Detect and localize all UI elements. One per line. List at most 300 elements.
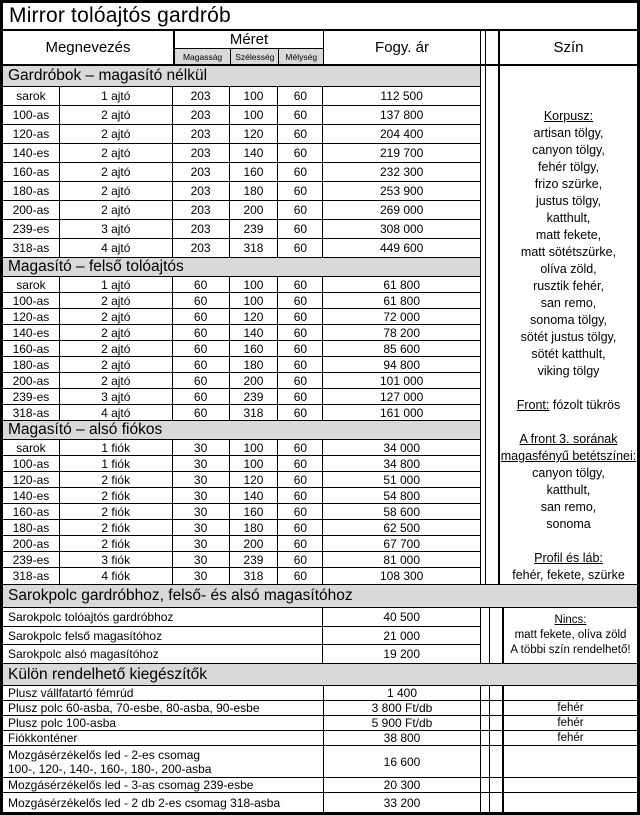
cell-price: 253 900 [379,184,424,198]
cell-name: 318-as [3,568,60,584]
cell-height: 203 [173,220,230,238]
cell-doors: 3 ajtó [60,220,173,238]
accessories-table [3,686,637,812]
note-label: Nincs: [554,614,587,626]
cell-doors: 2 fiók [60,536,173,551]
cell-doors: 2 ajtó [60,182,173,200]
cell-price: 204 400 [379,127,424,141]
table-row [3,440,480,456]
cell-price: 34 000 [383,440,421,455]
cell-price: 21 000 [383,628,421,643]
cell-width: 140 [230,144,279,162]
table-row [3,504,480,520]
cell-depth: 60 [278,389,323,404]
table-spacer [481,778,485,792]
cell-doors: 4 ajtó [60,405,173,420]
gap-column-cell [485,31,499,64]
table-row [3,701,637,716]
cell-price: 16 600 [324,746,481,777]
color-option: fehér tölgy, [538,160,599,174]
cell-color [503,686,637,700]
header-meret-group [173,31,324,64]
profil-value: fehér, fekete, szürke [512,568,625,582]
table-row [3,163,480,182]
gap-column-cell [485,66,499,584]
cell-price: 20 300 [324,778,481,792]
table-row [3,645,480,663]
table-row [3,686,637,701]
cell-doors: 1 fiók [60,456,173,471]
cell-doors: 1 ajtó [60,87,173,105]
page-title: Mirror tolóajtós gardrób [3,3,637,31]
cell-label: Sarokpolc felső magasítóhoz [3,627,323,645]
cell-width: 318 [230,568,279,584]
cell-label [3,793,324,812]
section-rows-felso-magasito [3,277,480,421]
inlay-color-list [500,465,637,533]
cell-doors: 2 ajtó [60,293,173,308]
header-fogy-ar: Fogy. ár [324,31,481,64]
cell-name: sarok [3,440,60,455]
cell-price: 34 800 [383,456,421,471]
cell-doors: 2 fiók [60,488,173,503]
cell-doors: 3 fiók [60,552,173,567]
cell-name: 318-as [3,405,60,420]
section-rows-also-magasito [3,440,480,584]
cell-depth: 60 [278,325,323,340]
table-row [3,552,480,568]
cell-color: fehér [503,701,637,715]
color-option: san remo, [540,296,597,310]
table-row [3,277,480,293]
cell-label-line1: Plusz polc 60-asba, 70-esbe, 80-asba, 90-esbe [8,701,260,715]
cell-price: 127 000 [379,389,424,404]
table-row [3,144,480,163]
cell-depth: 60 [278,456,323,471]
section-header-sarokpolc: Sarokpolc gardróbhoz, felső- és alsó magasítóhoz [3,584,637,608]
table-row [3,608,480,627]
section-header-felso-magasito: Magasító – felső tolóajtós [3,258,480,277]
cell-doors: 2 ajtó [60,373,173,388]
cell-depth: 60 [278,125,323,143]
cell-price: 61 800 [383,293,421,308]
cell-name: 239-es [3,552,60,567]
cell-name: 100-as [3,293,60,308]
cell-doors: 4 fiók [60,568,173,584]
cell-name: 160-as [3,163,60,181]
cell-depth: 60 [278,536,323,551]
sarokpolc-body [3,608,637,663]
cell-doors: 2 ajtó [60,357,173,372]
color-option: matt fekete, [535,228,602,242]
header-melyseg: Mélység [285,51,318,62]
table-row [3,389,480,405]
cell-label-line1: Mozgásérzékelős led - 3-as csomag 239-esbe [8,778,254,792]
cell-doors: 1 ajtó [60,277,173,292]
cell-depth: 60 [278,277,323,292]
header-meret-subrow [175,49,323,64]
cell-width: 100 [230,277,279,292]
cell-color: fehér [503,731,637,745]
table-row [3,239,480,258]
table-spacer [481,686,485,700]
cell-width: 160 [230,163,279,181]
cell-width: 140 [230,325,279,340]
front-label: Front: [516,398,550,412]
cell-doors: 2 ajtó [60,106,173,124]
cell-name: 239-es [3,389,60,404]
table-row [3,87,480,106]
cell-width: 120 [230,309,279,324]
color-option: viking tölgy [537,364,600,378]
cell-depth: 60 [278,373,323,388]
cell-doors: 2 ajtó [60,309,173,324]
section-header-gardrobok: Gardróbok – magasító nélkül [3,66,480,87]
cell-name: 180-as [3,357,60,372]
cell-price: 33 200 [324,793,481,812]
cell-price: 94 800 [383,357,421,372]
color-option: justus tölgy, [535,194,602,208]
cell-name: 120-as [3,309,60,324]
cell-price: 85 600 [383,341,421,356]
color-option: matt sötétszürke, [520,245,617,259]
cell-label: Sarokpolc alsó magasítóhoz [3,645,323,663]
cell-height: 60 [173,293,230,308]
color-option: katthult, [546,211,591,225]
profil-label: Profil és láb: [534,551,603,565]
cell-height: 60 [173,309,230,324]
table-row [3,125,480,144]
cell-name: 318-as [3,239,60,257]
color-option: sonoma [546,517,591,531]
cell-depth: 60 [278,87,323,105]
cell-price: 308 000 [379,222,424,236]
cell-width: 180 [230,182,279,200]
cell-depth: 60 [278,201,323,219]
cell-name: 140-es [3,488,60,503]
cell-height: 203 [173,144,230,162]
cell-height: 203 [173,201,230,219]
header-szin: Szín [499,31,637,64]
cell-width: 239 [230,389,279,404]
cell-height: 203 [173,106,230,124]
cell-label-line1: Mozgásérzékelős led - 2 db 2-es csomag 318-asba [8,795,281,810]
cell-doors: 2 fiók [60,504,173,519]
table-row [3,472,480,488]
cell-width: 100 [230,456,279,471]
korpusz-label: Korpusz: [543,109,594,123]
cell-price: 78 200 [383,325,421,340]
color-option: sötét katthult, [531,347,606,361]
cell-price: 54 800 [383,488,421,503]
cell-height: 30 [173,520,230,535]
cell-depth: 60 [278,293,323,308]
table-spacer [481,746,485,777]
table-spacer [481,701,485,715]
table-row [3,488,480,504]
cell-depth: 60 [278,341,323,356]
cell-price: 61 800 [383,277,421,292]
cell-height: 203 [173,182,230,200]
table-row [3,341,480,357]
cell-price: 219 700 [379,146,424,160]
main-body [3,66,637,584]
color-option: san remo, [540,500,597,514]
cell-depth: 60 [278,309,323,324]
cell-width: 318 [230,239,279,257]
cell-price: 161 000 [379,405,424,420]
cell-height: 60 [173,341,230,356]
cell-height: 60 [173,405,230,420]
cell-height: 30 [173,536,230,551]
cell-name: 160-as [3,504,60,519]
gap-column-cell [489,686,503,700]
gap-column-cell [489,716,503,730]
cell-price: 137 800 [379,108,424,122]
table-row [3,309,480,325]
cell-price: 112 500 [380,89,423,103]
cell-price: 67 700 [383,536,421,551]
cell-width: 239 [230,220,279,238]
cell-doors: 2 ajtó [60,125,173,143]
table-row [3,731,637,746]
cell-label [3,716,324,730]
cell-height: 30 [173,472,230,487]
cell-height: 60 [173,373,230,388]
cell-depth: 60 [278,106,323,124]
cell-height: 60 [173,389,230,404]
sarokpolc-table [3,608,481,663]
cell-price: 232 300 [379,165,424,179]
header-meret: Méret [175,31,323,49]
cell-name: 180-as [3,520,60,535]
color-panel [499,66,637,584]
table-spacer [481,793,485,812]
cell-doors: 2 ajtó [60,201,173,219]
color-option: artisan tölgy, [533,126,604,140]
color-option: rusztik fehér, [533,279,604,293]
cell-doors: 2 ajtó [60,144,173,162]
gap-column-cell [489,746,503,777]
cell-width: 140 [230,488,279,503]
cell-color [503,746,637,777]
cell-price: 62 500 [383,520,421,535]
cell-height: 30 [173,504,230,519]
gap-column-cell [489,793,503,812]
cell-price: 58 600 [383,504,421,519]
cell-height: 30 [173,552,230,567]
cell-width: 120 [230,125,279,143]
table-row [3,746,637,778]
cell-height: 203 [173,87,230,105]
cell-name: 120-as [3,125,60,143]
cell-depth: 60 [278,357,323,372]
cell-price: 449 600 [379,241,424,255]
korpusz-color-list [500,125,637,380]
header-magassag: Magasság [175,49,231,64]
gap-column-cell [489,701,503,715]
cell-label-line1: Plusz vállfatartó fémrúd [8,686,134,700]
table-row [3,456,480,472]
cell-price: 269 000 [379,203,424,217]
column-header-row [3,31,637,66]
cell-name: 100-as [3,106,60,124]
table-row [3,357,480,373]
cell-width: 120 [230,472,279,487]
table-row [3,373,480,389]
color-option: frizo szürke, [534,177,603,191]
color-option: sötét justus tölgy, [520,330,617,344]
cell-price: 5 900 Ft/db [324,716,481,730]
cell-label [3,746,324,777]
cell-doors: 3 ajtó [60,389,173,404]
gap-column-cell [489,778,503,792]
cell-height: 30 [173,488,230,503]
cell-width: 100 [230,106,279,124]
cell-label-line1: Fiókkonténer [8,731,78,745]
cell-name: sarok [3,87,60,105]
note-line1: matt fekete, olíva zöld [514,629,627,641]
color-option: olíva zöld, [540,262,597,276]
cell-height: 30 [173,440,230,455]
cell-width: 160 [230,504,279,519]
cell-name: 140-es [3,325,60,340]
cell-width: 239 [230,552,279,567]
cell-width: 200 [230,201,279,219]
cell-name: 160-as [3,341,60,356]
table-row [3,536,480,552]
cell-height: 60 [173,357,230,372]
cell-width: 100 [230,440,279,455]
cell-color [503,793,637,812]
cell-depth: 60 [278,440,323,455]
cell-depth: 60 [278,239,323,257]
gap-column-cell [489,608,503,663]
section-header-kiegeszitok: Külön rendelhető kiegészítők [3,663,637,686]
table-row [3,182,480,201]
cell-price: 3 800 Ft/db [324,701,481,715]
cell-width: 200 [230,373,279,388]
cell-price: 81 000 [383,552,421,567]
table-row [3,220,480,239]
color-option: canyon tölgy, [532,143,605,157]
front-line [500,397,637,414]
cell-label-line2: 100-, 120-, 140-, 160-, 180-, 200-asba [8,761,212,776]
main-table [3,66,481,584]
cell-doors: 4 ajtó [60,239,173,257]
cell-depth: 60 [278,520,323,535]
cell-depth: 60 [278,552,323,567]
cell-name: 180-as [3,182,60,200]
cell-price: 72 000 [383,309,421,324]
cell-name: 120-as [3,472,60,487]
cell-label: Sarokpolc tolóajtós gardróbhoz [3,608,323,626]
inlay-label-line2: magasfényű betétszínei: [500,449,637,463]
cell-depth: 60 [278,504,323,519]
cell-name: 200-as [3,201,60,219]
inlay-label-line1: A front 3. sorának [519,432,618,446]
cell-name: 100-as [3,456,60,471]
cell-depth: 60 [278,488,323,503]
cell-width: 100 [230,293,279,308]
table-row [3,778,637,793]
table-spacer [481,608,485,663]
cell-width: 180 [230,520,279,535]
gap-column-cell [489,731,503,745]
sarokpolc-color-note [503,608,637,663]
cell-height: 203 [173,125,230,143]
cell-color: fehér [503,716,637,730]
cell-label [3,701,324,715]
table-row [3,793,637,812]
cell-depth: 60 [278,144,323,162]
cell-price: 40 500 [383,609,421,624]
cell-height: 60 [173,277,230,292]
cell-label [3,686,324,700]
cell-depth: 60 [278,163,323,181]
cell-depth: 60 [278,182,323,200]
cell-label-line1: Plusz polc 100-asba [8,716,117,730]
table-row [3,520,480,536]
cell-label [3,778,324,792]
table-row [3,106,480,125]
header-megnevezes: Megnevezés [45,39,131,56]
cell-height: 203 [173,239,230,257]
cell-width: 100 [230,87,279,105]
color-option: canyon tölgy, [532,466,605,480]
table-spacer [481,731,485,745]
note-line2: A többi szín rendelhető! [510,644,631,656]
cell-depth: 60 [278,405,323,420]
cell-width: 318 [230,405,279,420]
table-spacer [481,716,485,730]
cell-price: 1 400 [324,686,481,700]
cell-color [503,778,637,792]
cell-width: 160 [230,341,279,356]
table-row [3,325,480,341]
table-row [3,405,480,421]
cell-name: 239-es [3,220,60,238]
cell-width: 180 [230,357,279,372]
cell-name: sarok [3,277,60,292]
cell-price: 38 800 [324,731,481,745]
cell-height: 203 [173,163,230,181]
cell-depth: 60 [278,568,323,584]
cell-doors: 2 fiók [60,520,173,535]
cell-depth: 60 [278,220,323,238]
cell-depth: 60 [278,472,323,487]
cell-doors: 2 ajtó [60,163,173,181]
cell-price: 101 000 [379,373,424,388]
cell-name: 200-as [3,373,60,388]
cell-doors: 1 fiók [60,440,173,455]
cell-height: 30 [173,456,230,471]
cell-price: 108 300 [379,569,424,583]
cell-width: 200 [230,536,279,551]
table-row [3,293,480,309]
table-row [3,716,637,731]
cell-doors: 2 fiók [60,472,173,487]
cell-height: 60 [173,325,230,340]
table-row [3,201,480,220]
front-value: fózolt tükrös [549,398,621,412]
section-rows-gardrobok [3,87,480,258]
cell-height: 30 [173,568,230,584]
table-row [3,568,480,584]
cell-name: 200-as [3,536,60,551]
header-szelesseg: Szélesség [231,49,279,64]
cell-name: 140-es [3,144,60,162]
